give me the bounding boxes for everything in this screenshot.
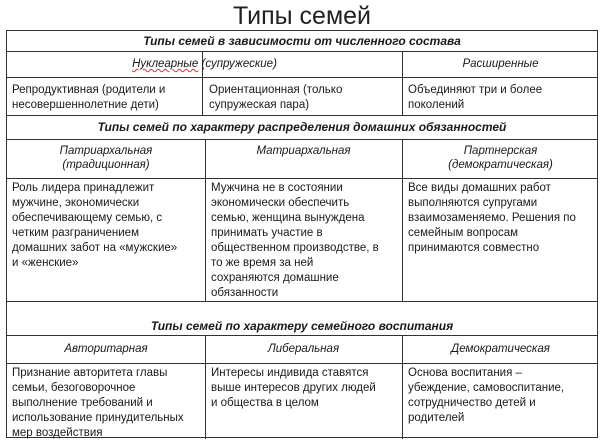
cell-authoritarian — [12, 366, 202, 441]
row-divider — [7, 301, 597, 302]
family-types-table — [6, 30, 598, 438]
cell-line: родителей — [408, 412, 465, 424]
column-head-partnership — [402, 144, 599, 172]
section-heading-duties: Типы семей по характеру распределения домашних обязанностей — [97, 120, 507, 134]
section-heading-size: Типы семей в зависимости от численного состава — [143, 34, 461, 48]
row-divider — [7, 77, 597, 78]
section-heading-upbringing: Типы семей по характеру семейного воспитания — [150, 319, 454, 333]
cell-line: принимаются совместно — [408, 242, 540, 254]
nuclear-label: Нуклеарные — [132, 58, 199, 70]
cell-line: и общества в целом — [211, 397, 319, 409]
cell-democratic — [408, 366, 597, 426]
cell-line: сотрудничество детей и — [408, 397, 536, 409]
cell-line: выше интересов других людей — [211, 382, 376, 394]
row-divider — [7, 115, 597, 116]
cell-liberal — [211, 366, 400, 411]
cell-line: супружеская пара) — [209, 99, 310, 111]
row-divider — [7, 363, 597, 364]
head-line: Патриархальная — [59, 145, 153, 157]
cell-line: Роль лидера принадлежит — [12, 182, 155, 194]
row-divider — [7, 139, 597, 140]
cell-line: домашних забот на «мужские» — [12, 242, 178, 254]
cell-patriarchal — [12, 181, 202, 271]
cell-line: Объединяют три и более — [408, 84, 543, 96]
cell-extended — [408, 83, 596, 113]
cell-line: сохраняются домашние — [211, 272, 339, 284]
cell-line: и «женские» — [12, 257, 79, 269]
cell-line: выполняются супругами — [408, 197, 538, 209]
column-head-extended: Расширенные — [462, 58, 539, 70]
cell-line: Репродуктивная (родители и — [12, 84, 166, 96]
column-head-nuclear — [7, 57, 402, 71]
cell-line: семьи, безоговорочное — [12, 382, 136, 394]
cell-line: Основа воспитания – — [408, 367, 522, 379]
page-title: Типы семей — [232, 2, 372, 30]
row-divider — [7, 178, 597, 179]
cell-line: взаимозаменяемо. Решения по — [408, 212, 576, 224]
cell-line: четким разграничением — [12, 227, 139, 239]
cell-reproductive — [12, 83, 200, 113]
cell-line: обеспечивающему семью, с — [12, 212, 163, 224]
cell-orientational — [209, 83, 399, 113]
cell-matriarchal — [211, 181, 400, 301]
column-head-matriarchal: Матриархальная — [256, 145, 351, 157]
cell-line: принимать участие в — [211, 227, 323, 239]
row-divider — [7, 51, 597, 52]
cell-line: то же время за ней — [211, 257, 314, 269]
column-head-democratic: Демократическая — [451, 343, 550, 355]
cell-line: мужчине, экономически — [12, 197, 140, 209]
column-head-liberal: Либеральная — [267, 343, 340, 355]
head-line: Партнерская — [463, 145, 538, 157]
col-divider — [205, 139, 206, 301]
column-head-patriarchal — [7, 144, 205, 172]
cell-line: Ориентационная (только — [209, 84, 343, 96]
row-divider — [7, 335, 597, 336]
cell-line: общественном производстве, в — [211, 242, 379, 254]
cell-line: обязанности — [211, 287, 279, 299]
cell-line: использование принудительных — [12, 412, 184, 424]
cell-line: семью, женщина вынуждена — [211, 212, 365, 224]
cell-line: Признание авторитета главы — [12, 367, 168, 379]
cell-line: семейным вопросам — [408, 227, 519, 239]
cell-line: экономически обеспечить — [211, 197, 350, 209]
cell-partnership — [408, 181, 597, 256]
column-head-authoritarian: Авторитарная — [64, 343, 148, 355]
cell-line: убеждение, самовоспитание, — [408, 382, 565, 394]
cell-line: Все виды домашних работ — [408, 182, 551, 194]
head-line: (традиционная) — [62, 159, 150, 171]
cell-line: поколений — [408, 99, 465, 111]
cell-line: Мужчина не в состоянии — [211, 182, 343, 194]
cell-line: выполнение требований и — [12, 397, 153, 409]
nuclear-label-suffix: (супружеские) — [198, 58, 277, 70]
head-line: (демократическая) — [448, 159, 553, 171]
cell-line: мер воздействия — [12, 427, 103, 439]
cell-line: Интересы индивида ставятся — [211, 367, 369, 379]
cell-line: несовершеннолетние дети) — [12, 99, 159, 111]
